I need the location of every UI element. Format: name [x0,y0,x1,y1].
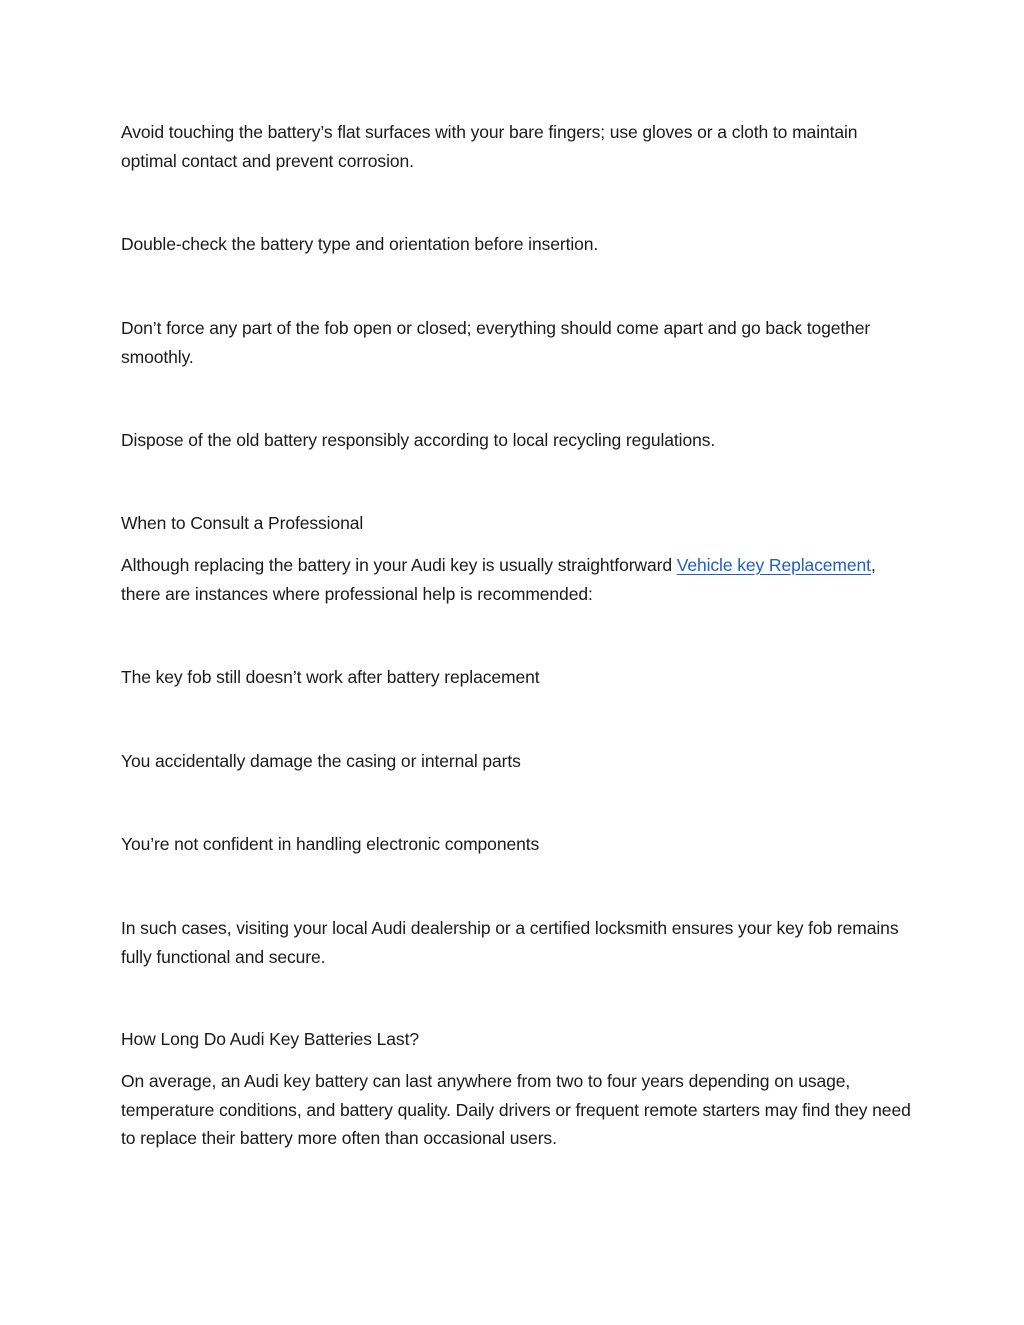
consult-intro-text-end: , there are instances where professional help is recommended: [121,555,876,604]
tip-no-force: Don’t force any part of the fob open or closed; everything should come apart and go back together smoothly. [121,318,871,367]
consult-reason-confidence: You’re not confident in handling electronic components [121,834,540,854]
consult-reason-fob: The key fob still doesn’t work after battery replacement [121,667,540,687]
consult-intro-paragraph [121,551,911,608]
tip-battery-contact: Avoid touching the battery’s flat surfaces with your bare fingers; use gloves or a cloth to maintain optimal contact and prevent corrosion. [121,122,858,171]
section-heading-consult: When to Consult a Professional [121,513,364,533]
tip-dispose: Dispose of the old battery responsibly according to local recycling regulations. [121,430,716,450]
vehicle-key-replacement-link[interactable]: Vehicle key Replacement [676,555,871,575]
consult-conclusion: In such cases, visiting your local Audi dealership or a certified locksmith ensures your key fob remains fully functional and secure. [121,918,899,967]
tip-battery-type: Double-check the battery type and orientation before insertion. [121,234,599,254]
section-heading-battery-life: How Long Do Audi Key Batteries Last? [121,1029,419,1049]
consult-reason-damage: You accidentally damage the casing or internal parts [121,751,521,771]
battery-life-paragraph: On average, an Audi key battery can last anywhere from two to four years depending on usage, temperature conditions, and battery quality. Daily drivers or frequent remote starters may find they need to replace their battery more often than occasional users. [121,1071,911,1148]
consult-intro-text: Although replacing the battery in your Audi key is usually straightforward [121,555,677,575]
